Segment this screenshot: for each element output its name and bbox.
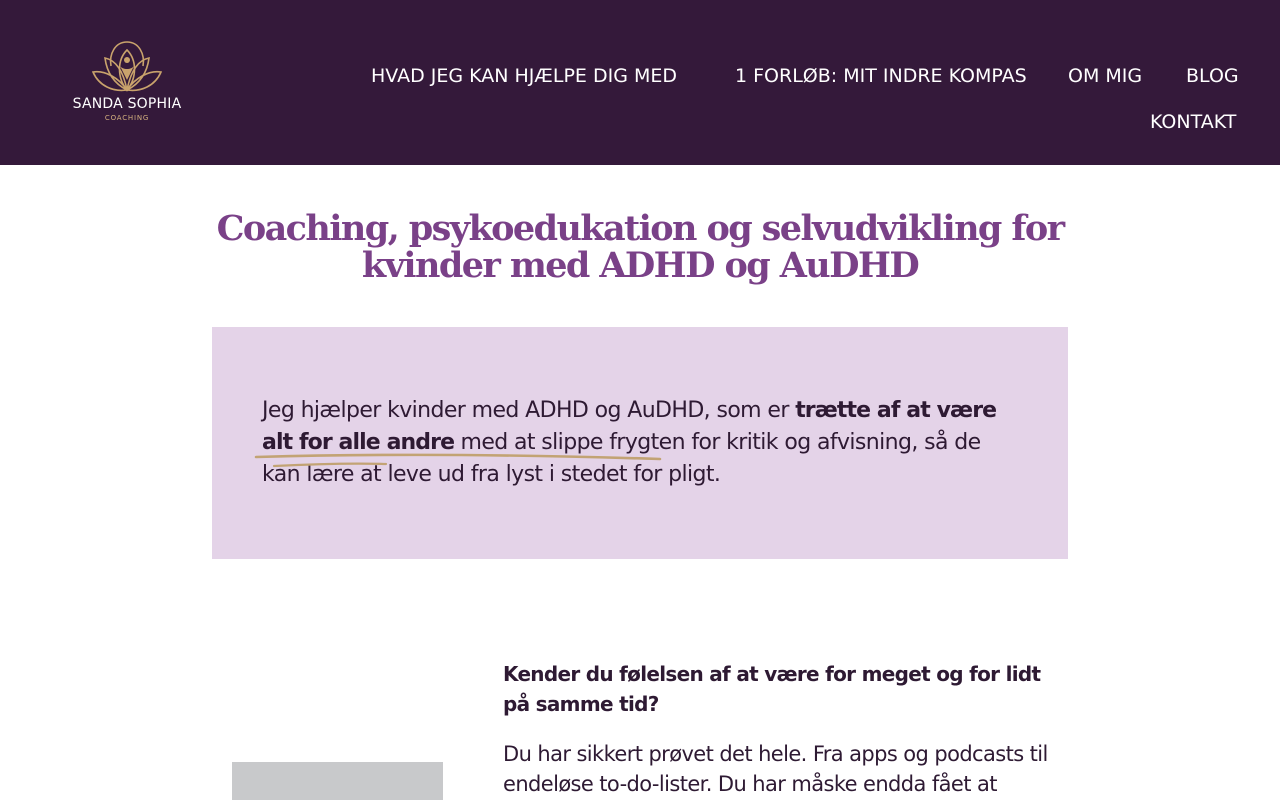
nav-link-about[interactable]: OM MIG — [1068, 65, 1143, 87]
highlight-underline — [254, 452, 664, 470]
site-header — [0, 0, 1280, 165]
page-title: Coaching, psykoedukation og selvudvikling for kvinder med ADHD og AuDHD — [216, 208, 1064, 286]
logo-subtitle: COACHING — [104, 114, 150, 122]
nav-link-help[interactable]: HVAD JEG KAN HJÆLPE DIG MED — [371, 65, 677, 87]
hero-text-intro: Jeg hjælper kvinder med ADHD og AuDHD, som er — [262, 398, 796, 423]
logo-name: SANDA SOPHIA — [72, 96, 182, 112]
intro-question: Kender du følelsen af at være for meget og for lidt på samme tid? — [503, 662, 1041, 716]
nav-link-blog[interactable]: BLOG — [1186, 65, 1239, 87]
nav-link-course[interactable]: 1 FORLØB: MIT INDRE KOMPAS — [735, 65, 1027, 87]
portrait-image — [232, 762, 443, 800]
intro-body: Du har sikkert prøvet det hele. Fra apps og podcasts til endeløse to-do-lister. Du har måske endda fået at — [503, 742, 1048, 796]
site-logo[interactable] — [66, 40, 188, 124]
hero-text-rest: med at slippe frygten for kritik og afvisning, så de kan lære at leve ud fra lyst i stedet for pligt. — [262, 430, 981, 487]
lotus-logo-icon — [87, 40, 167, 96]
hero-text — [262, 395, 1022, 491]
nav-link-contact[interactable]: KONTAKT — [1150, 111, 1237, 133]
hero-highlight: trætte af at være alt for alle andre — [262, 398, 997, 455]
